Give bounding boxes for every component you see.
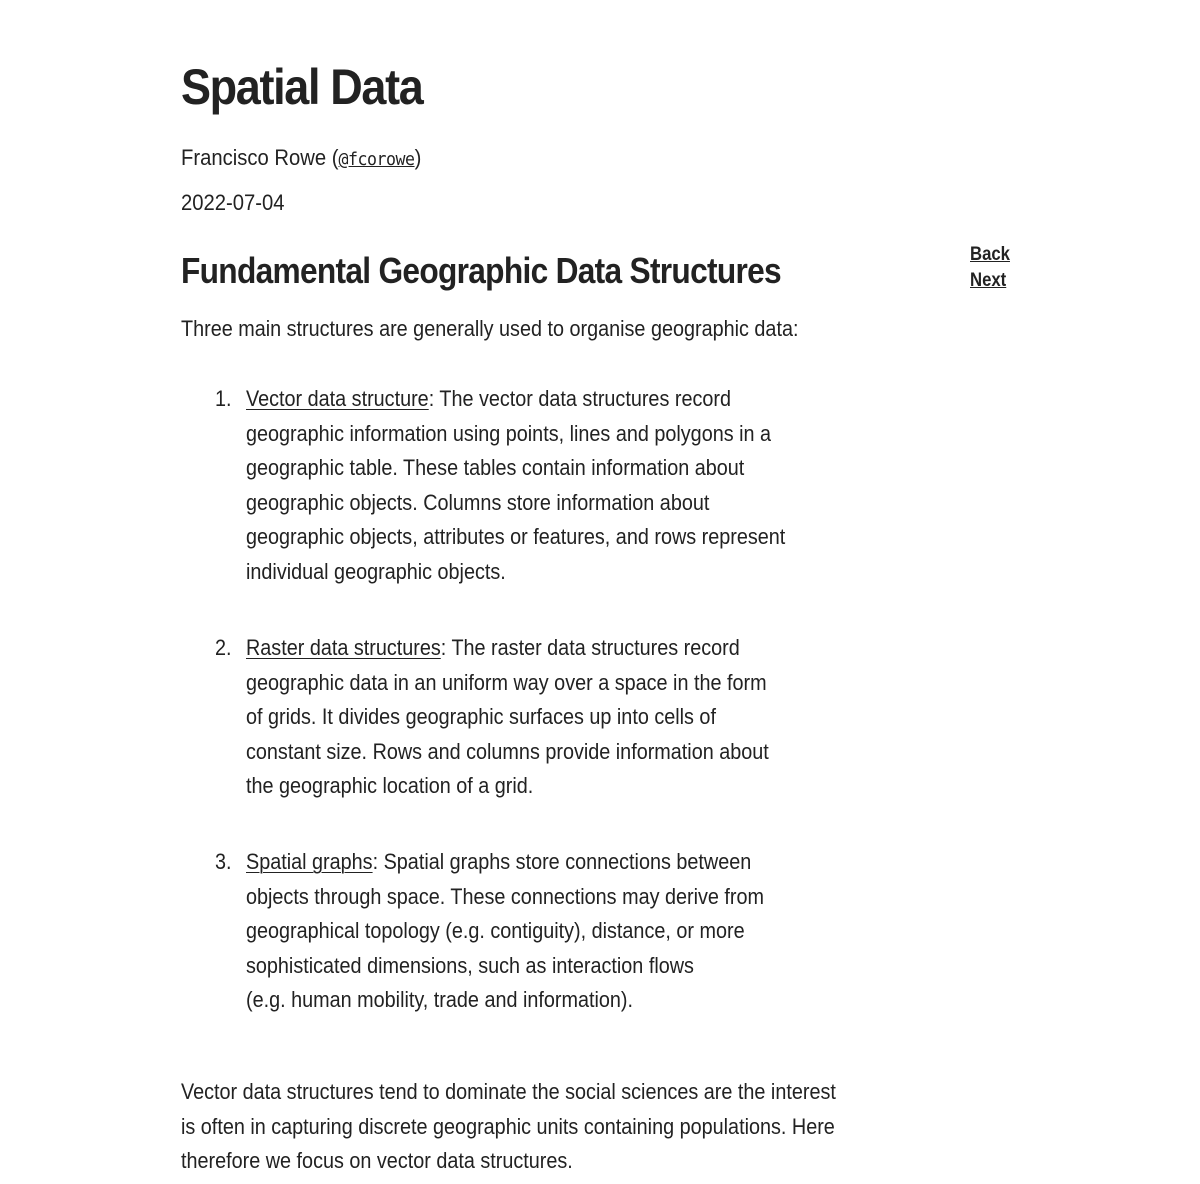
spatial-graphs-link[interactable]: Spatial graphs	[246, 849, 373, 874]
list-item-body	[246, 382, 930, 590]
list-item-text: geographical topology (e.g. contiguity), distance, or more	[246, 918, 745, 944]
list-item-text: : The vector data structures record	[428, 386, 731, 411]
author-name: Francisco Rowe	[181, 145, 327, 170]
section-intro: Three main structures are generally used to organise geographic data:	[181, 316, 799, 341]
list-item-text: constant size. Rows and columns provide information about	[246, 738, 769, 764]
list-item-text: geographic information using points, lines and polygons in a	[246, 420, 772, 446]
closing-text: is often in capturing discrete geographic units containing populations. Here	[181, 1113, 835, 1139]
list-item-text: geographic objects. Columns store information about	[246, 489, 710, 515]
list-item-text: : Spatial graphs store connections between	[372, 849, 752, 874]
author-handle-link[interactable]: @fcorowe	[338, 149, 415, 170]
author-paren-open: (	[326, 145, 339, 170]
list-item-text: geographic data in an uniform way over a space in the form	[246, 669, 767, 695]
page-title: Spatial Data	[181, 59, 423, 115]
author-paren-close: )	[414, 145, 422, 170]
list-item-body	[246, 631, 930, 804]
author-line	[181, 145, 421, 171]
vector-data-structure-link[interactable]: Vector data structure	[246, 386, 429, 411]
list-item-text: of grids. It divides geographic surfaces up into cells of	[246, 704, 716, 730]
closing-text: therefore we focus on vector data structures.	[181, 1148, 573, 1174]
section-heading: Fundamental Geographic Data Structures	[181, 250, 781, 291]
page-navigation	[970, 242, 1015, 294]
closing-text: Vector data structures tend to dominate the social sciences are the interest	[181, 1079, 836, 1104]
next-link[interactable]: Next	[970, 270, 1007, 291]
list-item-text: (e.g. human mobility, trade and information).	[246, 987, 634, 1013]
raster-data-structures-link[interactable]: Raster data structures	[246, 635, 441, 660]
back-link[interactable]: Back	[970, 244, 1010, 265]
closing-paragraph	[181, 1075, 901, 1179]
list-item-text: the geographic location of a grid.	[246, 773, 534, 799]
list-item-number: 1.	[215, 386, 232, 411]
list-item-text: individual geographic objects.	[246, 558, 506, 584]
list-item-number: 2.	[215, 635, 232, 660]
list-item-text: geographic table. These tables contain information about	[246, 455, 745, 481]
list-item-number: 3.	[215, 849, 232, 874]
list-item-text: : The raster data structures record	[440, 635, 740, 660]
list-item-text: objects through space. These connections may derive from	[246, 883, 765, 909]
list-item-text: sophisticated dimensions, such as interaction flows	[246, 952, 694, 978]
list-item-body	[246, 845, 930, 1018]
list-item-text: geographic objects, attributes or features, and rows represent	[246, 524, 786, 550]
publish-date: 2022-07-04	[181, 190, 285, 215]
